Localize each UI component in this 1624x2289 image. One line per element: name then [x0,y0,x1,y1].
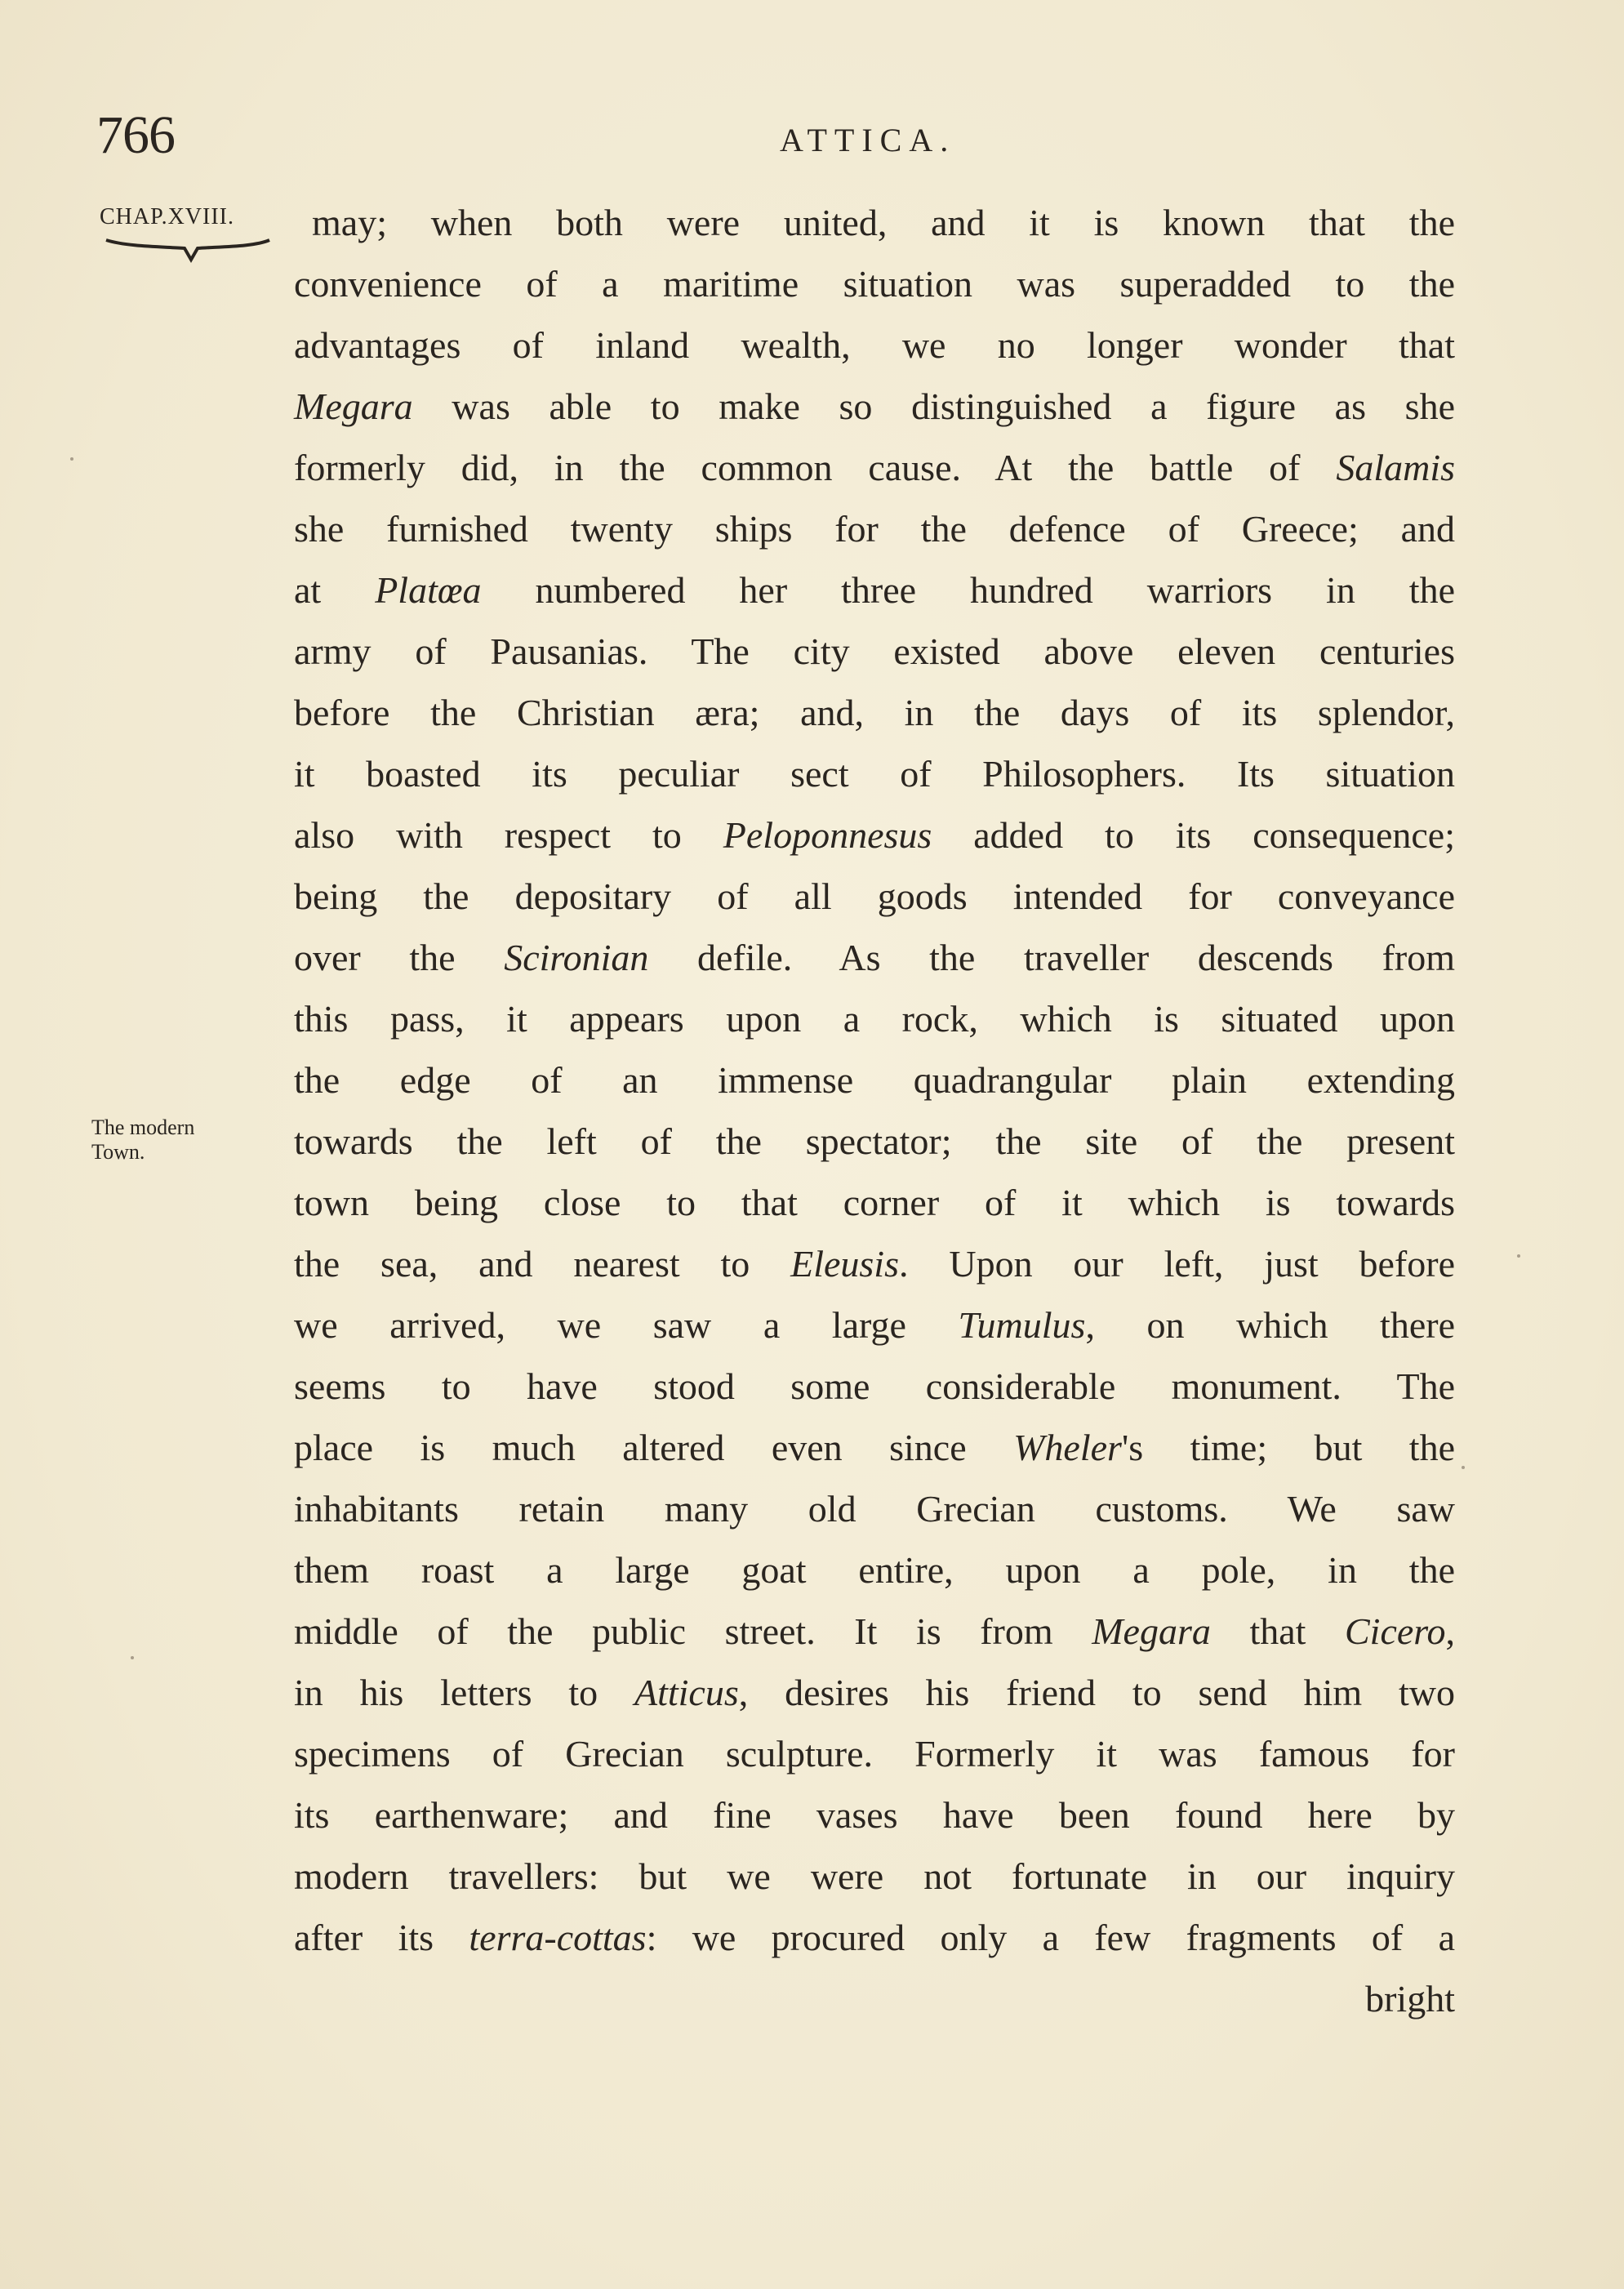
body-line: them roast a large goat entire, upon a pole, in the [294,1549,1455,1591]
body-line: bright [1365,1978,1455,2020]
margin-note-line: The modern [91,1116,195,1139]
paper-speck [131,1656,134,1659]
italic-term: Wheler [1013,1427,1122,1468]
body-line: being the depositary of all goods intended for conveyance [294,875,1455,917]
body-line: before the Christian æra; and, in the days of its splendor, [294,692,1455,733]
body-line: she furnished twenty ships for the defence of Greece; and [294,508,1455,550]
body-line: town being close to that corner of it which is towards [294,1182,1455,1223]
chapter-label: CHAP.XVIII. [100,204,234,229]
italic-term: Salamis [1336,447,1455,488]
italic-term: Scironian [504,937,649,978]
body-line: place is much altered even since Wheler's time; but the [294,1427,1455,1468]
body-text [294,192,1455,2029]
italic-term: Peloponnesus [723,814,932,856]
italic-term: Megara [1092,1610,1211,1652]
italic-term: Platœa [375,569,482,611]
italic-term: Tumulus [958,1304,1086,1346]
body-line: its earthenware; and fine vases have been found here by [294,1794,1455,1836]
paper-speck [70,457,73,461]
body-line: may; when both were united, and it is known that the [312,202,1455,243]
body-line: in his letters to Atticus, desires his friend to send him two [294,1672,1455,1713]
body-line: this pass, it appears upon a rock, which is situated upon [294,998,1455,1040]
body-line: after its terra-cottas: we procured only a few fragments of a [294,1917,1455,1958]
body-line: formerly did, in the common cause. At the battle of Salamis [294,447,1455,488]
italic-term: terra-cottas [469,1917,647,1958]
page-number: 766 [96,105,175,165]
body-line: advantages of inland wealth, we no longer wonder that [294,324,1455,366]
body-line: inhabitants retain many old Grecian customs. We saw [294,1488,1455,1530]
body-line: modern travellers: but we were not fortunate in our inquiry [294,1855,1455,1897]
body-line: specimens of Grecian sculpture. Formerly it was famous for [294,1733,1455,1775]
body-line: the sea, and nearest to Eleusis. Upon our left, just before [294,1243,1455,1285]
paper-speck [1517,1254,1520,1258]
body-line: the edge of an immense quadrangular plain extending [294,1059,1455,1101]
chapter-brace-ornament [103,235,273,268]
body-line: at Platœa numbered her three hundred warriors in the [294,569,1455,611]
running-title: ATTICA. [780,122,956,158]
italic-term: Eleusis [790,1243,899,1285]
italic-term: Atticus [634,1672,739,1713]
body-line: Megara was able to make so distinguished a figure as she [294,385,1455,427]
body-line: convenience of a maritime situation was superadded to the [294,263,1455,305]
body-line: seems to have stood some considerable monument. The [294,1365,1455,1407]
margin-note-line: Town. [91,1140,145,1164]
paper-speck [1462,1466,1465,1469]
body-line: towards the left of the spectator; the site of the present [294,1120,1455,1162]
italic-term: Megara [294,385,413,427]
body-line: also with respect to Peloponnesus added to its consequence; [294,814,1455,856]
body-line: we arrived, we saw a large Tumulus, on which there [294,1304,1455,1346]
italic-term: Cicero [1345,1610,1446,1652]
body-line: it boasted its peculiar sect of Philosophers. Its situation [294,753,1455,795]
margin-note-modern-town [91,1116,194,1165]
body-line: army of Pausanias. The city existed above eleven centuries [294,630,1455,672]
body-line: over the Scironian defile. As the traveller descends from [294,937,1455,978]
body-line: middle of the public street. It is from Megara that Cicero, [294,1610,1455,1652]
